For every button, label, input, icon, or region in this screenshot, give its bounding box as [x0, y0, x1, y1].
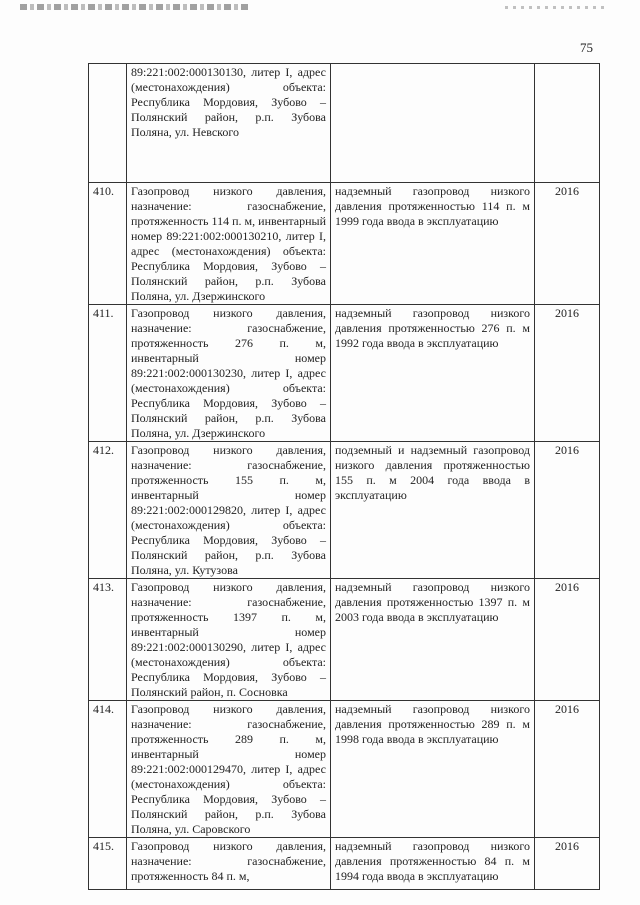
object-name-cell: Газопровод низкого давления, назначение: газоснабжение, протяженность 114 п. м, инвентарный номер 89:221:002:000130210, литер I, адрес (местонахождения) объекта: Республика Мордовия, Зубово – Полянский район, р.п. Зубова Поляна, ул. Дзержинского — [127, 183, 331, 305]
year-cell: 2016 — [535, 579, 600, 701]
object-description-cell: надземный газопровод низкого давления протяженностью 84 п. м 1994 года ввода в эксплуатацию — [331, 838, 535, 890]
table-row — [89, 64, 600, 183]
year-cell: 2016 — [535, 701, 600, 838]
object-name-cell: Газопровод низкого давления, назначение: газоснабжение, протяженность 155 п. м, инвентарный номер 89:221:002:000129820, литер I, адрес (местонахождения) объекта: Республика Мордовия, Зубово – Полянский район, р.п. Зубова Поляна, ул. Кутузова — [127, 442, 331, 579]
row-number: 413. — [89, 579, 127, 701]
scan-artifact-top — [20, 4, 250, 10]
object-description-cell: подземный и надземный газопровод низкого давления протяженностью 155 п. м 2004 года ввода в эксплуатацию — [331, 442, 535, 579]
year-cell: 2016 — [535, 183, 600, 305]
object-description-cell — [331, 64, 535, 183]
page-number: 75 — [580, 40, 593, 55]
table-row — [89, 701, 600, 838]
table-row — [89, 442, 600, 579]
object-name-cell: Газопровод низкого давления, назначение: газоснабжение, протяженность 1397 п. м, инвентарный номер 89:221:002:000130290, литер I, адрес (местонахождения) объекта: Республика Мордовия, Зубово – Полянский район, п. Сосновка — [127, 579, 331, 701]
row-number: 410. — [89, 183, 127, 305]
object-description-cell: надземный газопровод низкого давления протяженностью 276 п. м 1992 года ввода в эксплуатацию — [331, 305, 535, 442]
object-name-cell: Газопровод низкого давления, назначение: газоснабжение, протяженность 84 п. м, — [127, 838, 331, 890]
row-number: 411. — [89, 305, 127, 442]
property-table — [88, 63, 600, 890]
object-description-cell: надземный газопровод низкого давления протяженностью 1397 п. м 2003 года ввода в эксплуатацию — [331, 579, 535, 701]
row-number: 412. — [89, 442, 127, 579]
table-row — [89, 305, 600, 442]
row-number: 414. — [89, 701, 127, 838]
object-name-cell: Газопровод низкого давления, назначение: газоснабжение, протяженность 289 п. м, инвентарный номер 89:221:002:000129470, литер I, адрес (местонахождения) объекта: Республика Мордовия, Зубово – Полянский район, р.п. Зубова Поляна, ул. Саровского — [127, 701, 331, 838]
table-row — [89, 183, 600, 305]
object-name-cell: Газопровод низкого давления, назначение: газоснабжение, протяженность 276 п. м, инвентарный номер 89:221:002:000130230, литер I, адрес (местонахождения) объекта: Республика Мордовия, Зубово – Полянский район, р.п. Зубова Поляна, ул. Дзержинского — [127, 305, 331, 442]
scan-artifact-top-right — [505, 6, 605, 9]
object-description-cell: надземный газопровод низкого давления протяженностью 289 п. м 1998 года ввода в эксплуатацию — [331, 701, 535, 838]
table-row — [89, 579, 600, 701]
year-cell: 2016 — [535, 838, 600, 890]
table-row — [89, 838, 600, 890]
row-number — [89, 64, 127, 183]
object-name-cell: 89:221:002:000130130, литер I, адрес (местонахождения) объекта: Республика Мордовия, Зубово – Полянский район, р.п. Зубова Поляна, ул. Невского — [127, 64, 331, 183]
year-cell: 2016 — [535, 305, 600, 442]
year-cell: 2016 — [535, 442, 600, 579]
year-cell — [535, 64, 600, 183]
object-description-cell: надземный газопровод низкого давления протяженностью 114 п. м 1999 года ввода в эксплуатацию — [331, 183, 535, 305]
row-number: 415. — [89, 838, 127, 890]
